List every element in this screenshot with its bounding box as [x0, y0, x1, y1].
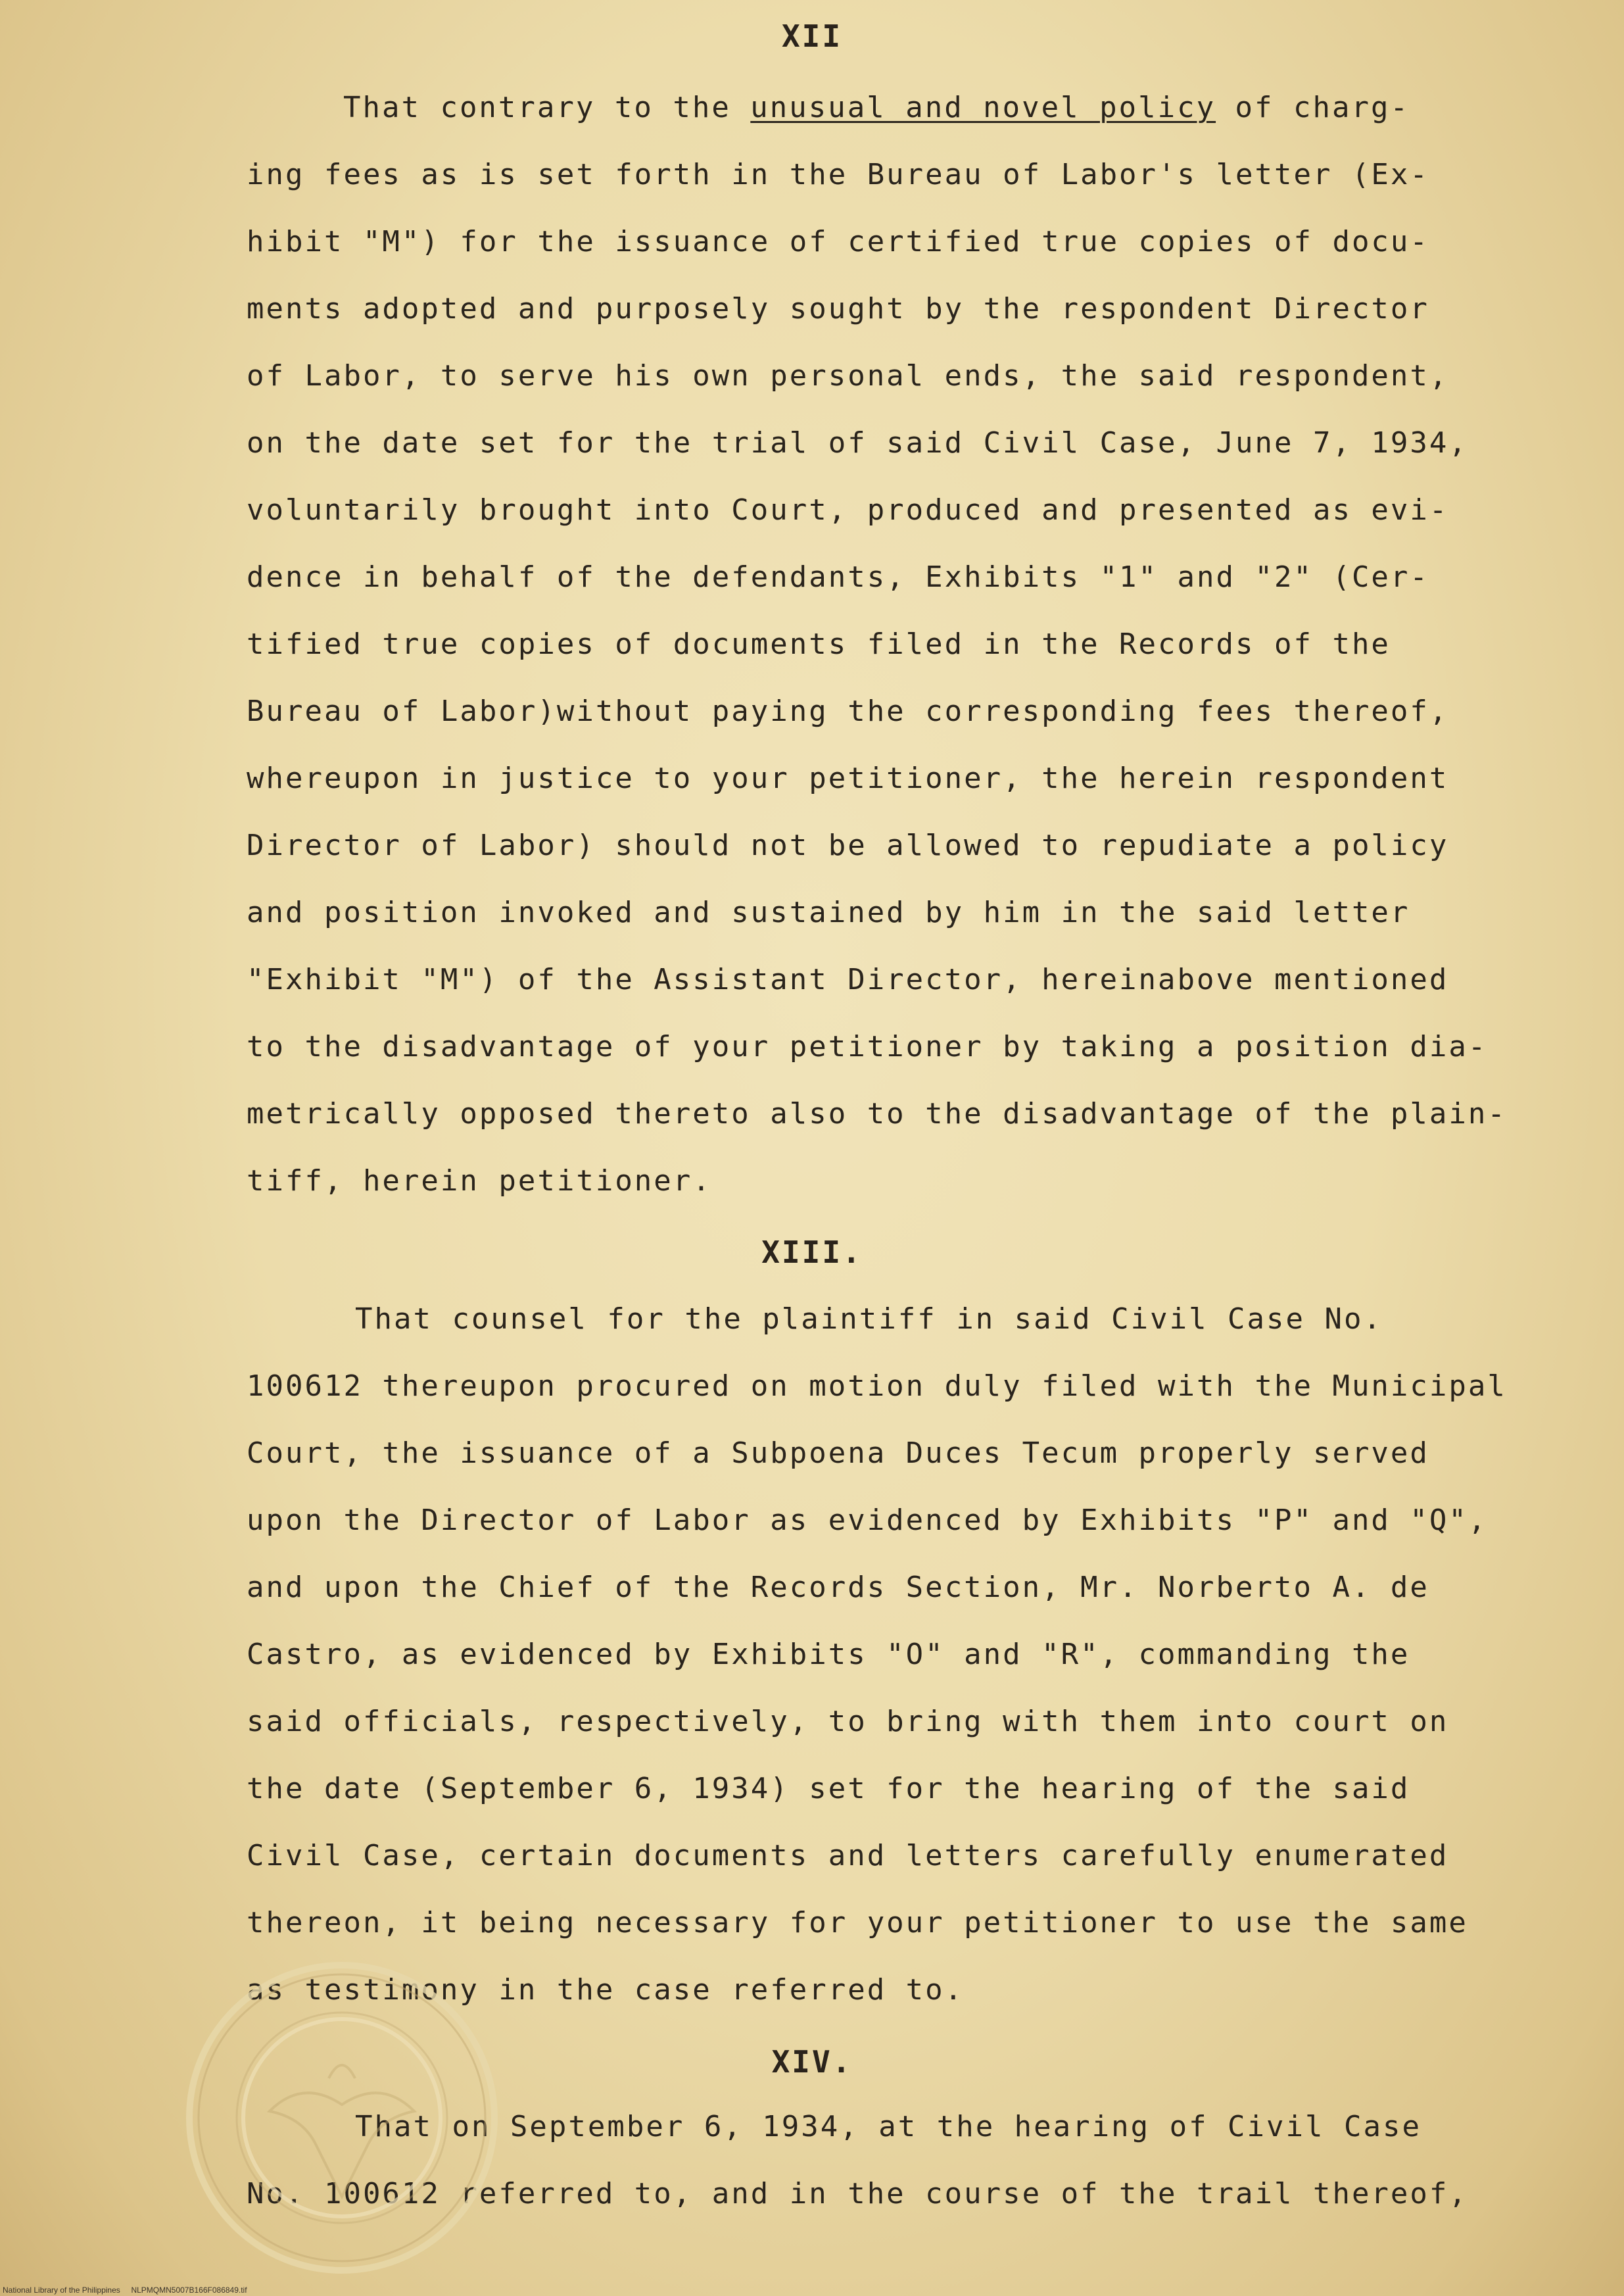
text-line: thereon, it being necessary for your petitioner to use the same — [247, 1906, 1468, 1940]
section-heading-xii: XII — [781, 18, 843, 54]
text-line: to the disadvantage of your petitioner by taking a position dia- — [247, 1030, 1488, 1063]
text-line: and position invoked and sustained by him in the said letter — [247, 896, 1410, 929]
text-line: upon the Director of Labor as evidenced by Exhibits "P" and "Q", — [247, 1503, 1488, 1537]
text-line: whereupon in justice to your petitioner, the herein respondent — [247, 762, 1449, 795]
text-line: the date (September 6, 1934) set for the hearing of the said — [247, 1772, 1410, 1805]
text-line: Court, the issuance of a Subpoena Duces Tecum properly served — [247, 1436, 1429, 1470]
text-line: Castro, as evidenced by Exhibits "O" and "R", commanding the — [247, 1638, 1410, 1671]
section-heading-xiv: XIV. — [771, 2044, 853, 2080]
text-line: "Exhibit "M") of the Assistant Director, hereinabove mentioned — [247, 963, 1449, 996]
text-line: ments adopted and purposely sought by the respondent Director — [247, 292, 1429, 326]
text-line: No. 100612 referred to, and in the course of the trail thereof, — [247, 2177, 1468, 2211]
text-line: said officials, respectively, to bring with them into court on — [247, 1705, 1449, 1738]
section-heading-xiii: XIII. — [761, 1234, 863, 1270]
text-line: voluntarily brought into Court, produced and presented as evi- — [247, 493, 1449, 527]
text-line: tiff, herein petitioner. — [247, 1164, 712, 1198]
archive-footer: National Library of the Philippines NLPMQMN5007B166F086849.tif — [3, 2285, 247, 2295]
text-line: hibit "M") for the issuance of certified true copies of docu- — [247, 225, 1429, 258]
text-line: That on September 6, 1934, at the hearing of Civil Case — [355, 2110, 1421, 2143]
text-line: ing fees as is set forth in the Bureau of Labor's letter (Ex- — [247, 158, 1429, 191]
embossed-seal-icon — [171, 1947, 513, 2289]
text-line: Civil Case, certain documents and letters carefully enumerated — [247, 1839, 1449, 1872]
text-line: on the date set for the trial of said Civil Case, June 7, 1934, — [247, 426, 1468, 460]
text-line: That contrary to the unusual and novel policy of charg- — [343, 91, 1410, 124]
text-line: dence in behalf of the defendants, Exhibits "1" and "2" (Cer- — [247, 560, 1429, 594]
text-line: of Labor, to serve his own personal ends, the said respondent, — [247, 359, 1449, 393]
text-line: Director of Labor) should not be allowed to repudiate a policy — [247, 829, 1449, 862]
text-line: That counsel for the plaintiff in said Civil Case No. — [355, 1302, 1383, 1336]
text-line: 100612 thereupon procured on motion duly filed with the Municipal — [247, 1369, 1507, 1403]
text-line: Bureau of Labor)without paying the corresponding fees thereof, — [247, 695, 1449, 728]
text-line: metrically opposed thereto also to the disadvantage of the plain- — [247, 1097, 1507, 1131]
text-line: tified true copies of documents filed in the Records of the — [247, 627, 1391, 661]
text-line: and upon the Chief of the Records Section, Mr. Norberto A. de — [247, 1571, 1429, 1604]
text-line: as testimony in the case referred to. — [247, 1973, 965, 2007]
